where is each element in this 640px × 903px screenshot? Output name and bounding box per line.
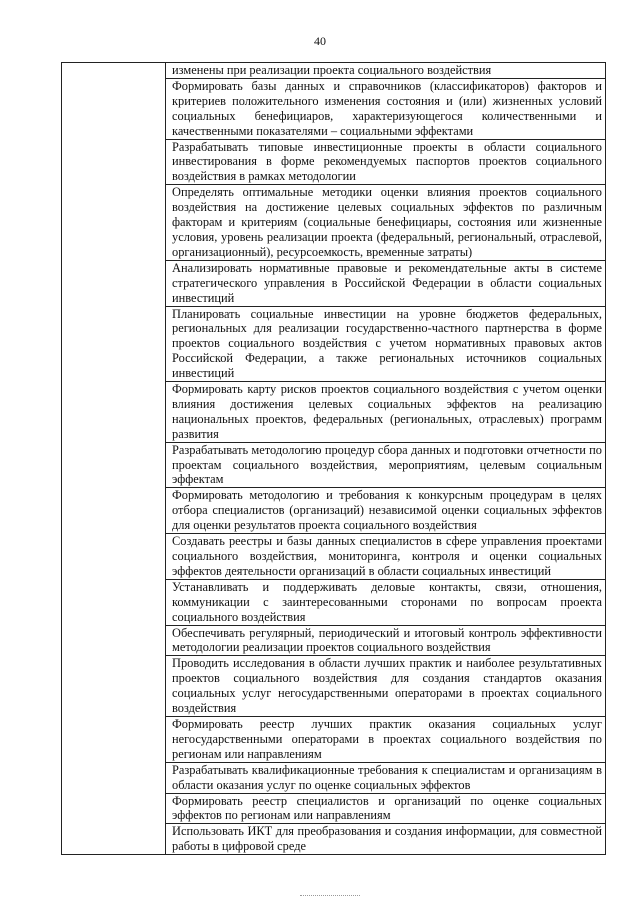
table-cell: Анализировать нормативные правовые и рекомендательные акты в системе стратегического управления в Российской Федерации в области социальных инвестиций (166, 260, 606, 306)
table-cell: Формировать методологию и требования к конкурсным процедурам в целях отбора специалистов (организаций) независимой оценки социальных эффектов для оценки результатов проекта социального воздействия (166, 488, 606, 534)
table-cell: Разрабатывать квалификационные требования к специалистам и организациям в области оказания услуг по оценке социальных эффектов (166, 762, 606, 793)
table-cell: Разрабатывать типовые инвестиционные проекты в области социального инвестирования в форме рекомендуемых паспортов проектов социального воздействия в рамках методологии (166, 139, 606, 185)
table-cell: Планировать социальные инвестиции на уровне бюджетов федеральных, региональных для реализации государственно-частного партнерства в форме проектов социального воздействия с учетом нормативных правовых актов Российской Федерации, а также региональных источников социальных инвестиций (166, 306, 606, 382)
functions-table (61, 62, 606, 855)
table-cell: изменены при реализации проекта социального воздействия (166, 63, 606, 79)
table-cell: Формировать карту рисков проектов социального воздействия с учетом оценки влияния достижения целевых социальных эффектов на реализацию национальных проектов, федеральных (региональных, отраслевых) программ развития (166, 382, 606, 443)
table-cell: Обеспечивать регулярный, периодический и итоговый контроль эффективности методологии реализации проектов социального воздействия (166, 625, 606, 656)
table-cell: Разрабатывать методологию процедур сбора данных и подготовки отчетности по проектам социального воздействия, мероприятиям, целевым социальным эффектам (166, 442, 606, 488)
left-column-cell (62, 63, 166, 855)
page-number: 40 (314, 34, 326, 48)
table-cell: Использовать ИКТ для преобразования и создания информации, для совместной работы в цифровой среде (166, 824, 606, 855)
table-cell: Создавать реестры и базы данных специалистов в сфере управления проектами социального воздействия, мониторинга, контроля и оценки социальных эффектов деятельности организаций в области социальных инвестиций (166, 534, 606, 580)
table-row (62, 63, 606, 79)
table-cell: Формировать реестр специалистов и организаций по оценке социальных эффектов по регионам или направлениям (166, 793, 606, 824)
table-cell: Формировать базы данных и справочников (классификаторов) факторов и критериев положительного изменения состояния и (или) жизненных условий социальных бенефициаров, характеризующегося количественными и качественными показателями – социальными эффектами (166, 78, 606, 139)
table-cell: Формировать реестр лучших практик оказания социальных услуг негосударственными операторами в проектах социального воздействия по регионам или направлениям (166, 716, 606, 762)
table-cell: Устанавливать и поддерживать деловые контакты, связи, отношения, коммуникации с заинтересованными сторонами по вопросам проекта социального воздействия (166, 579, 606, 625)
table-cell: Определять оптимальные методики оценки влияния проектов социального воздействия на достижение целевых социальных эффектов по различным факторам и критериям (социальные бенефициары, состояния или жизненные условия, уровень реализации проекта (федеральный, региональный, отраслевой, организационный), ресурсоемкость, временные затраты) (166, 185, 606, 261)
table-cell: Проводить исследования в области лучших практик и наиболее результативных проектов социального воздействия для создания стандартов оказания социальных услуг негосударственными операторами в проектах социального воздействия (166, 656, 606, 717)
scan-artifact-line (300, 895, 360, 898)
